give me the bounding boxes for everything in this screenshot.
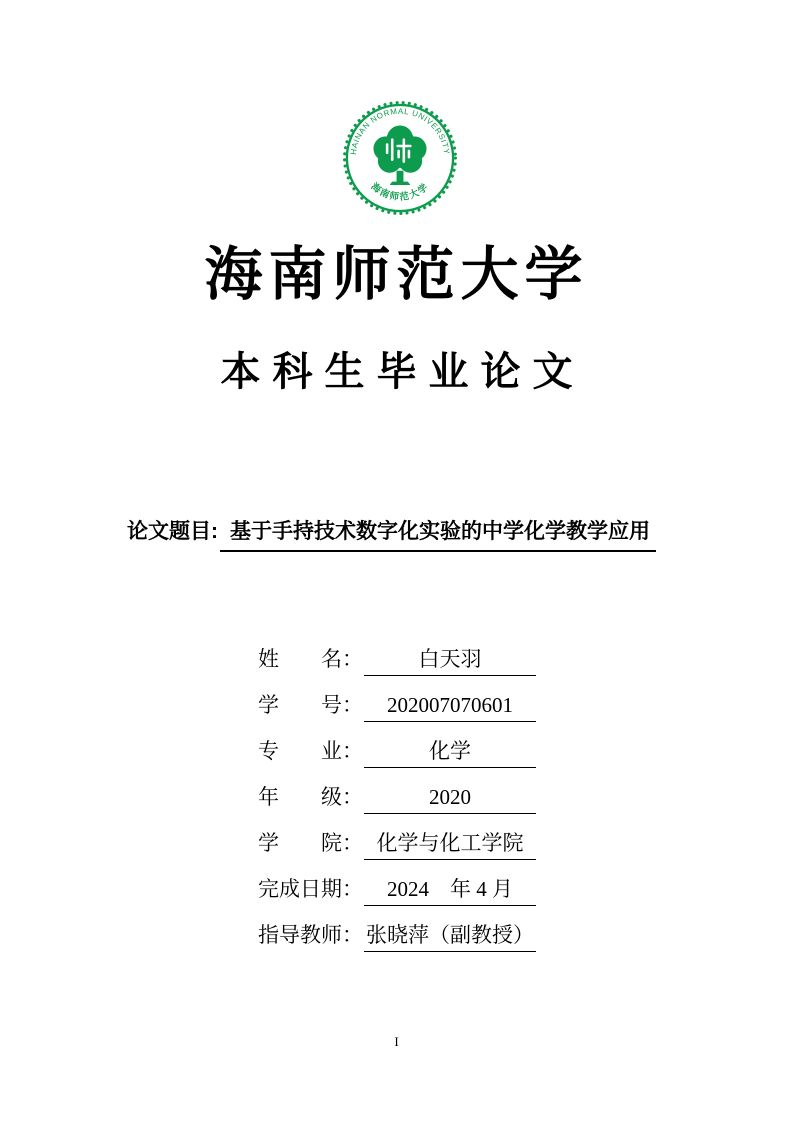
field-label: 专 业： <box>258 739 363 763</box>
field-value: 202007070601 <box>364 691 536 722</box>
field-label: 指导教师： <box>258 923 363 947</box>
thesis-title-value: 基于手持技术数字化实验的中学化学教学应用 <box>220 517 656 552</box>
form-row-college <box>258 829 536 860</box>
form-row-name <box>258 645 536 676</box>
page-number: I <box>394 1034 399 1049</box>
student-info-form <box>258 645 536 967</box>
seal-tree-emblem <box>373 126 426 185</box>
form-row-advisor <box>258 921 536 952</box>
document-type-title: 本科生毕业论文 <box>220 349 585 394</box>
field-label: 完成日期： <box>258 877 363 901</box>
thesis-title-label: 论文题目: <box>127 520 218 543</box>
field-label: 学 号： <box>258 693 363 717</box>
seal-graphic <box>341 99 459 217</box>
university-seal-logo <box>341 99 459 217</box>
form-row-grade <box>258 783 536 814</box>
field-value: 化学 <box>364 737 536 768</box>
field-label: 学 院： <box>258 831 363 855</box>
thesis-title-row <box>127 517 656 552</box>
seal-arc-text-top: HAINAN NORMAL UNIVERSITY <box>348 106 452 156</box>
field-label: 姓 名： <box>258 647 363 671</box>
field-value: 2020 <box>364 783 536 814</box>
field-value: 化学与化工学院 <box>364 829 536 860</box>
field-value: 2024 年 4 月 <box>364 875 536 906</box>
form-row-completion-date <box>258 875 536 906</box>
form-row-major <box>258 737 536 768</box>
university-name-calligraphy: 海南师范大学 <box>204 240 589 308</box>
seal-arc-text-bottom: 海南师范大学 <box>368 181 432 204</box>
form-row-student-id <box>258 691 536 722</box>
field-value: 白天羽 <box>364 645 536 676</box>
field-value: 张晓萍（副教授） <box>364 921 536 952</box>
field-label: 年 级： <box>258 785 363 809</box>
